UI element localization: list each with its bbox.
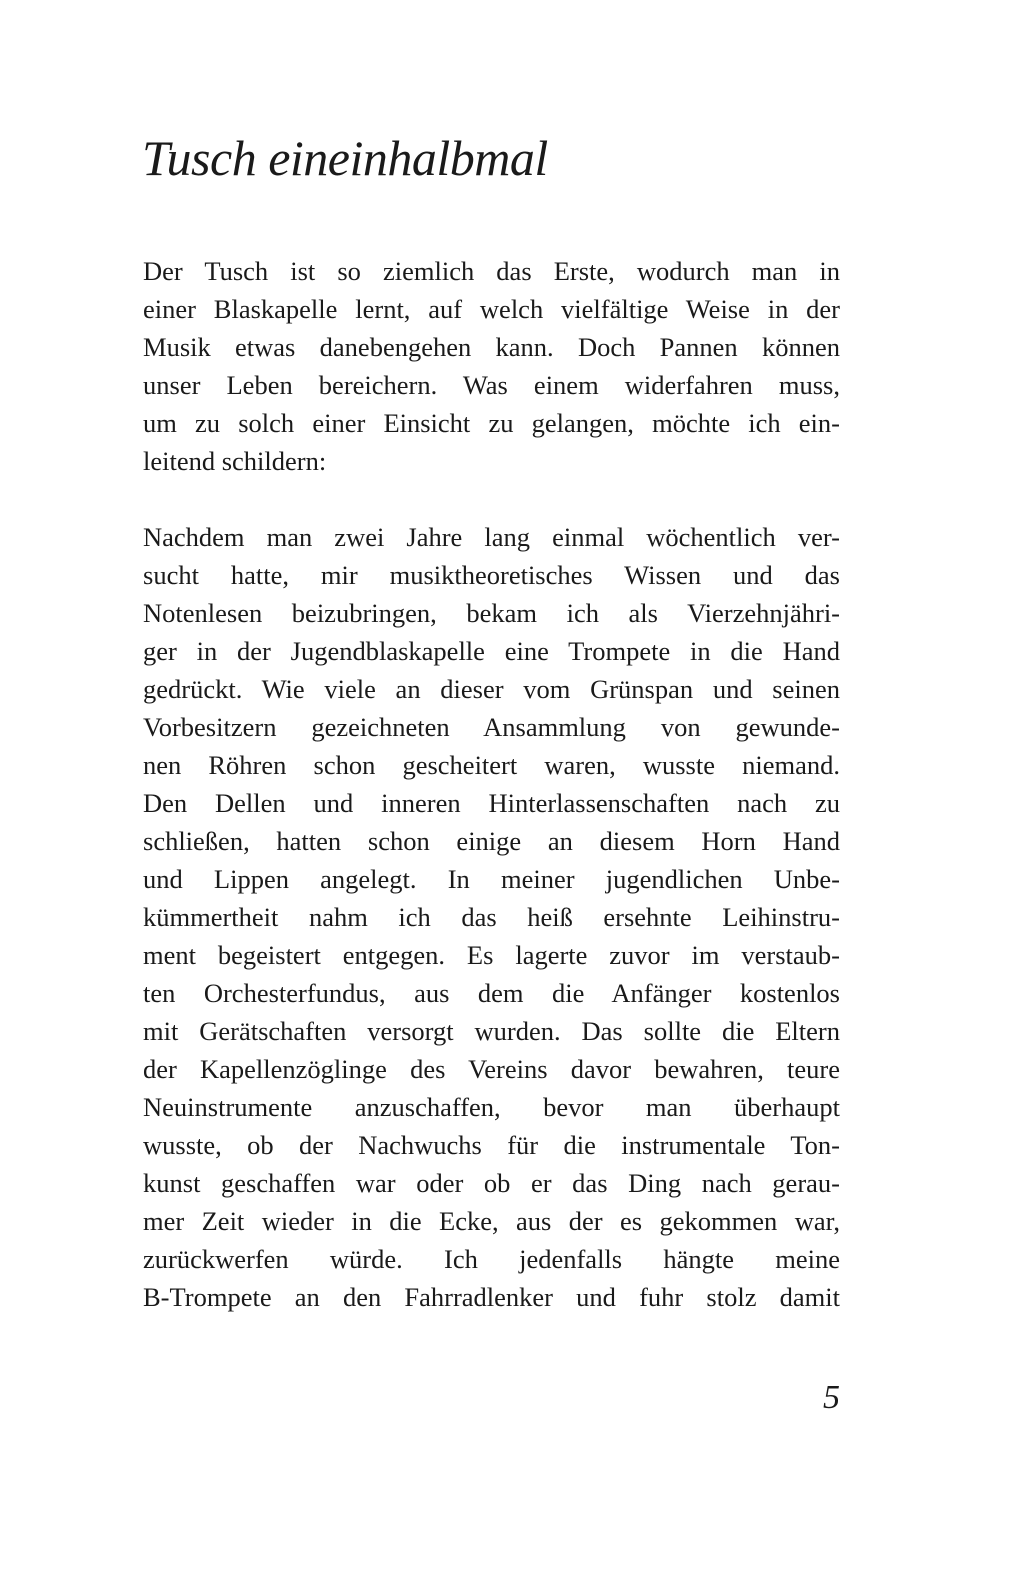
text-line: wusste, ob der Nachwuchs für die instrumentale Ton- [143,1130,840,1160]
text-line: unser Leben bereichern. Was einem widerfahren muss, [143,370,840,400]
text-line: B-Trompete an den Fahrradlenker und fuhr stolz damit [143,1282,840,1312]
text-line: ment begeistert entgegen. Es lagerte zuvor im verstaub- [143,940,840,970]
text-line: sucht hatte, mir musiktheoretisches Wissen und das [143,560,840,590]
chapter-title: Tusch eineinhalbmal [142,130,548,186]
text-line: zurückwerfen würde. Ich jedenfalls hängte meine [143,1244,840,1274]
text-line: mer Zeit wieder in die Ecke, aus der es gekommen war, [143,1206,840,1236]
page-number: 5 [823,1379,840,1416]
text-line: ten Orchesterfundus, aus dem die Anfänger kostenlos [143,978,840,1008]
text-line: kunst geschaffen war oder ob er das Ding nach gerau- [143,1168,840,1198]
text-line: um zu solch einer Einsicht zu gelangen, möchte ich ein- [143,408,840,438]
text-line: schließen, hatten schon einige an diesem Horn Hand [143,826,840,856]
text-line: leitend schildern: [143,446,327,476]
text-line: und Lippen angelegt. In meiner jugendlichen Unbe- [143,864,840,894]
text-line: nen Röhren schon gescheitert waren, wusste niemand. [143,750,840,780]
text-line: Neuinstrumente anzuschaffen, bevor man überhaupt [143,1092,840,1122]
text-line: ger in der Jugendblaskapelle eine Trompete in die Hand [143,636,840,666]
text-line: Den Dellen und inneren Hinterlassenschaften nach zu [143,788,840,818]
text-line: Der Tusch ist so ziemlich das Erste, wodurch man in [143,256,840,286]
text-line: einer Blaskapelle lernt, auf welch vielfältige Weise in der [143,294,840,324]
text-line: mit Gerätschaften versorgt wurden. Das sollte die Eltern [143,1016,840,1046]
text-line: der Kapellenzöglinge des Vereins davor bewahren, teure [143,1054,840,1084]
paragraph-1 [143,252,840,480]
text-line: Vorbesitzern gezeichneten Ansammlung von gewunde- [143,712,840,742]
text-line: kümmertheit nahm ich das heiß ersehnte Leihinstru- [143,902,840,932]
text-line: Musik etwas danebengehen kann. Doch Pannen können [143,332,840,362]
text-line: gedrückt. Wie viele an dieser vom Grünspan und seinen [143,674,840,704]
text-line: Nachdem man zwei Jahre lang einmal wöchentlich ver- [143,522,840,552]
text-line: Notenlesen beizubringen, bekam ich als Vierzehnjähri- [143,598,840,628]
paragraph-2 [143,518,840,1316]
